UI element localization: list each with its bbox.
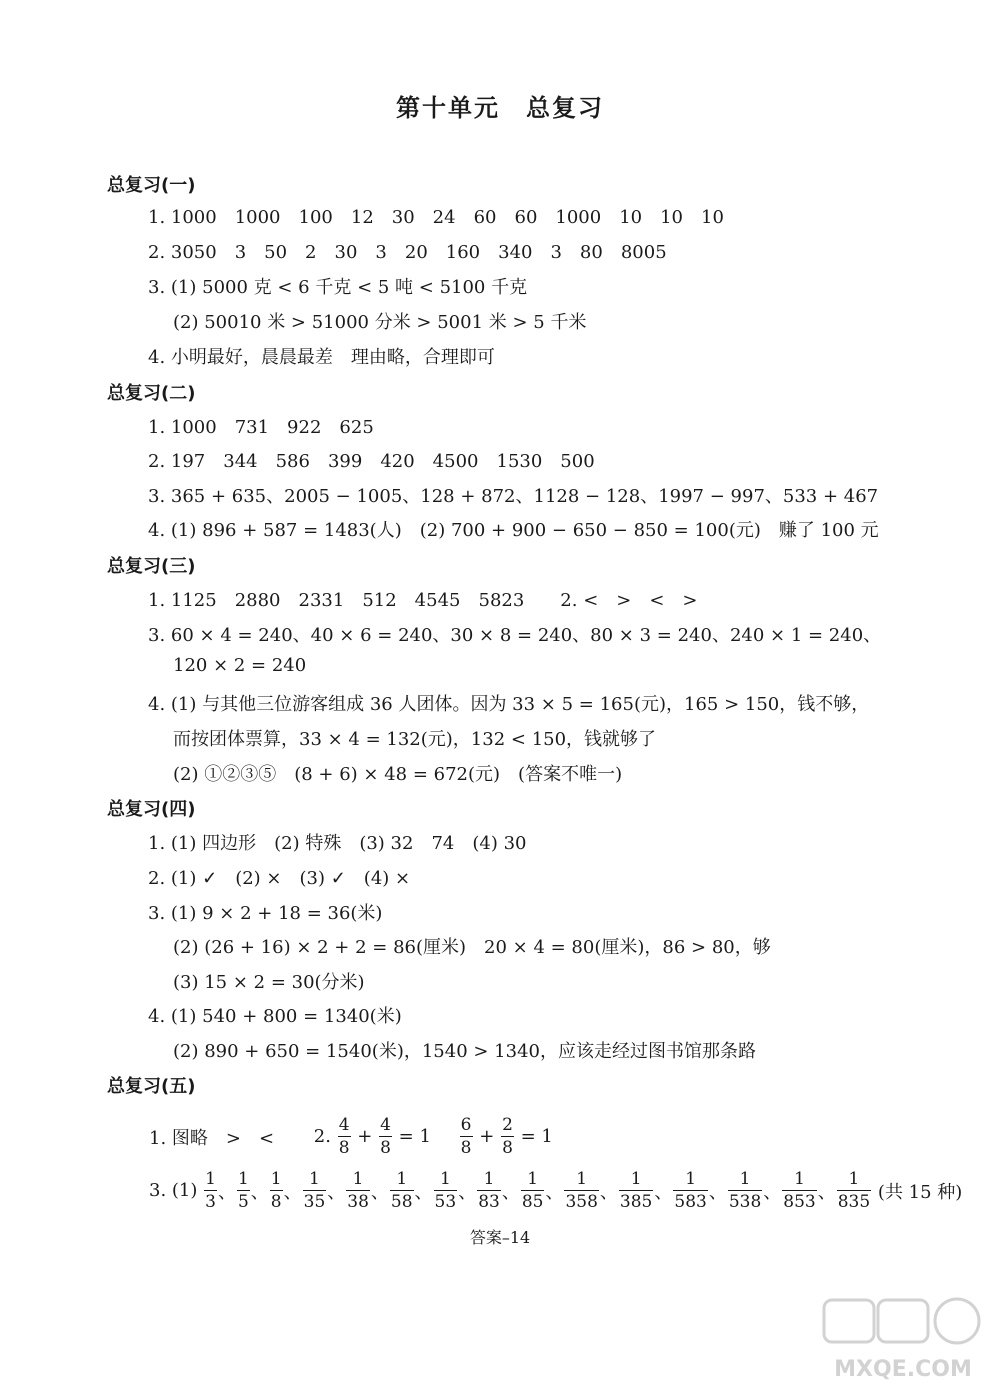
list-separator: 、 xyxy=(654,1181,673,1203)
answer-line: (2) 50010 米 > 51000 分米 > 5001 米 > 5 千米 xyxy=(173,312,587,333)
watermark-text: MXQE.COM xyxy=(834,1357,972,1382)
fraction: $\frac{2}{8}$ xyxy=(502,1115,513,1158)
fraction: $\frac{1}{38}$ xyxy=(347,1169,369,1212)
section-heading-2: 总复习(二) xyxy=(107,383,196,404)
answer-line: 120 × 2 = 240 xyxy=(173,655,307,676)
answer-line: (2) 890 + 650 = 1540(米)，1540 > 1340，应该走经过图书馆那条路 xyxy=(173,1041,756,1062)
list-separator: 、 xyxy=(370,1181,389,1203)
page-footer: 答案–14 xyxy=(469,1228,531,1247)
answer-line: 而按团体票算，33 × 4 = 132(元)，132 < 150，钱就够了 xyxy=(173,729,657,750)
fraction: $\frac{1}{358}$ xyxy=(565,1169,598,1212)
fraction: $\frac{1}{538}$ xyxy=(728,1169,762,1212)
answer-line: 3. 365 + 635、2005 − 1005、128 + 872、1128 − 128、1997 − 997、533 + 467 xyxy=(148,486,879,507)
answer-prefix: 3. (1) xyxy=(149,1180,198,1201)
section-heading-5: 总复习(五) xyxy=(107,1076,196,1097)
fraction: $\frac{6}{8}$ xyxy=(460,1115,472,1158)
answer-line: 2. 3050 3 50 2 30 3 20 160 340 3 80 8005 xyxy=(148,242,667,263)
fraction: $\frac{1}{35}$ xyxy=(303,1169,326,1212)
list-separator: 、 xyxy=(708,1181,727,1203)
answer-line: 2. (1) ✓ (2) × (3) ✓ (4) × xyxy=(148,868,411,889)
equals-result: = 1 xyxy=(520,1126,553,1147)
answer-line: 1. 1125 2880 2331 512 4545 5823 2. < > < > xyxy=(148,590,698,611)
list-separator: 、 xyxy=(599,1181,618,1203)
section-heading-1: 总复习(一) xyxy=(107,175,196,196)
answer-line: 4. 小明最好，晨晨最差 理由略，合理即可 xyxy=(148,347,495,368)
list-separator: 、 xyxy=(283,1181,302,1203)
list-separator: 、 xyxy=(458,1181,477,1203)
list-separator: 、 xyxy=(327,1181,346,1203)
list-separator: 、 xyxy=(501,1181,520,1203)
fraction: $\frac{1}{8}$ xyxy=(270,1169,282,1212)
question-label: 2. xyxy=(313,1126,331,1147)
list-separator: 、 xyxy=(763,1181,782,1203)
answer-line: 4. (1) 896 + 587 = 1483(人) (2) 700 + 900 − 650 − 850 = 100(元) 赚了 100 元 xyxy=(148,520,879,541)
list-separator: 、 xyxy=(217,1181,236,1203)
fraction: $\frac{1}{3}$ xyxy=(205,1169,216,1212)
section-heading-3: 总复习(三) xyxy=(107,556,196,577)
answer-line: 3. (1) 5000 克 < 6 千克 < 5 吨 < 5100 千克 xyxy=(148,277,528,298)
answer-line: 1. 1000 731 922 625 xyxy=(148,417,374,438)
answer-prefix: 1. 图略 > < xyxy=(149,1127,275,1149)
fraction: $\frac{1}{853}$ xyxy=(783,1169,816,1212)
list-separator: 、 xyxy=(545,1181,564,1203)
answer-line: 3. (1) 9 × 2 + 18 = 36(米) xyxy=(148,903,383,924)
fraction: $\frac{4}{8}$ xyxy=(338,1115,350,1158)
fraction-list-line xyxy=(148,1168,963,1213)
list-separator: 、 xyxy=(817,1181,836,1203)
fraction: $\frac{1}{5}$ xyxy=(237,1169,249,1212)
fraction-answer-line xyxy=(148,1114,554,1159)
fraction: $\frac{1}{385}$ xyxy=(619,1169,653,1212)
page-title: 第十单元 总复习 xyxy=(396,94,604,122)
answer-line: 4. (1) 540 + 800 = 1340(米) xyxy=(148,1006,402,1027)
answer-line: 3. 60 × 4 = 240、40 × 6 = 240、30 × 8 = 240、80 × 3 = 240、240 × 1 = 240、 xyxy=(148,625,882,646)
section-heading-4: 总复习(四) xyxy=(107,799,196,820)
answer-line: 1. (1) 四边形 (2) 特殊 (3) 32 74 (4) 30 xyxy=(148,833,527,854)
answer-line: 2. 197 344 586 399 420 4500 1530 500 xyxy=(148,451,595,472)
answer-line: (2) (26 + 16) × 2 + 2 = 86(厘米) 20 × 4 = 80(厘米)，86 > 80，够 xyxy=(173,937,771,958)
fraction: $\frac{1}{85}$ xyxy=(521,1169,544,1212)
answer-line: 1. 1000 1000 100 12 30 24 60 60 1000 10 10 10 xyxy=(148,207,724,228)
answer-suffix: (共 15 种) xyxy=(877,1181,963,1203)
fraction: $\frac{1}{835}$ xyxy=(837,1169,871,1212)
answer-line: 4. (1) 与其他三位游客组成 36 人团体。因为 33 × 5 = 165(元)，165 > 150，钱不够， xyxy=(148,694,870,715)
answer-line: (3) 15 × 2 = 30(分米) xyxy=(173,972,365,993)
fraction: $\frac{1}{83}$ xyxy=(478,1169,500,1212)
fraction: $\frac{1}{58}$ xyxy=(390,1169,413,1212)
watermark-logo xyxy=(818,1296,988,1388)
fraction: $\frac{1}{53}$ xyxy=(434,1169,457,1212)
fraction: $\frac{4}{8}$ xyxy=(380,1115,391,1158)
fraction-list xyxy=(204,1169,871,1212)
list-separator: 、 xyxy=(250,1181,269,1203)
plus-sign: + xyxy=(357,1126,373,1147)
equals-result: = 1 xyxy=(398,1126,431,1147)
plus-sign: + xyxy=(479,1126,495,1147)
list-separator: 、 xyxy=(414,1181,433,1203)
answer-line: (2) ①②③⑤ (8 + 6) × 48 = 672(元) (答案不唯一) xyxy=(173,764,623,785)
fraction: $\frac{1}{583}$ xyxy=(674,1169,707,1212)
